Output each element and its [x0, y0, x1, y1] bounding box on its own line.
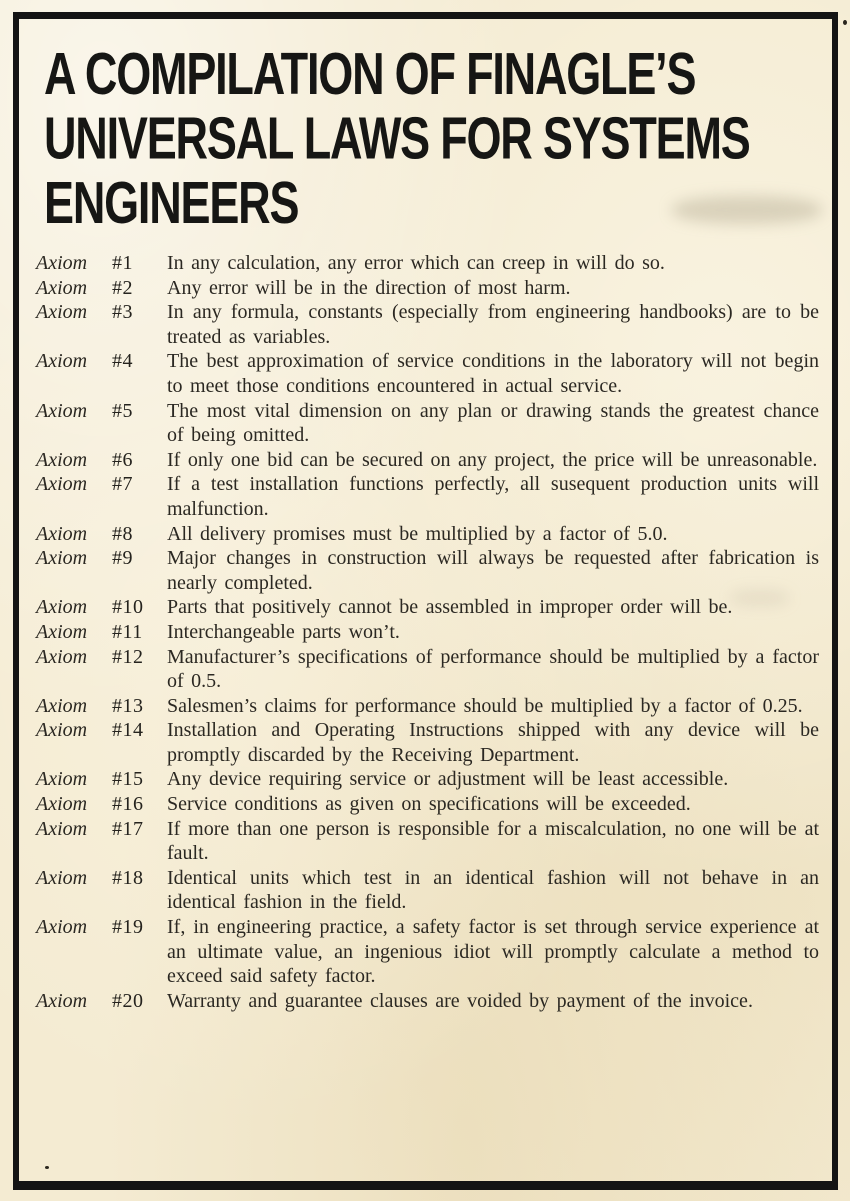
axiom-number: #7	[112, 473, 133, 496]
axiom-label: Axiom	[36, 547, 88, 570]
axiom-number: #14	[112, 719, 144, 742]
axiom-row	[36, 276, 820, 301]
axiom-row	[36, 300, 820, 349]
axiom-text: Interchangeable parts won’t.	[167, 620, 400, 643]
axiom-text: Major changes in construction will always be requested after fabrication is nearly completed.	[167, 547, 819, 594]
axiom-row	[36, 645, 820, 694]
axiom-number: #10	[112, 596, 144, 619]
axiom-row	[36, 472, 820, 521]
axiom-text: All delivery promises must be multiplied by a factor of 5.0.	[167, 522, 668, 545]
axiom-label: Axiom	[36, 522, 88, 545]
axiom-text: Warranty and guarantee clauses are voided by payment of the invoice.	[167, 989, 753, 1012]
axiom-text: Installation and Operating Instructions shipped with any device will be promptly discarded by the Receiving Department.	[167, 719, 819, 766]
axiom-label: Axiom	[36, 620, 88, 643]
axiom-row	[36, 817, 820, 866]
axiom-label: Axiom	[36, 596, 88, 619]
axiom-number: #1	[112, 252, 133, 274]
axiom-label: Axiom	[36, 719, 88, 742]
axiom-text: The best approximation of service conditions in the laboratory will not begin to meet those conditions encountered in actual service.	[167, 350, 819, 397]
page-title-line-2: UNIVERSAL LAWS FOR SYSTEMS	[44, 104, 750, 172]
page-title-line-1: A COMPILATION OF FINAGLE’S	[44, 39, 696, 107]
axiom-label: Axiom	[36, 916, 88, 939]
axiom-label: Axiom	[36, 694, 88, 717]
axiom-label: Axiom	[36, 350, 88, 373]
axiom-row	[36, 915, 820, 989]
axiom-number: #15	[112, 768, 144, 791]
axiom-text: In any formula, constants (especially from engineering handbooks) are to be treated as variables.	[167, 301, 819, 348]
axiom-row	[36, 349, 820, 398]
axiom-text: Identical units which test in an identical fashion will not behave in an identical fashion in the field.	[167, 866, 819, 914]
axiom-text: Any error will be in the direction of most harm.	[167, 276, 571, 299]
axiom-text: In any calculation, any error which can creep in will do so.	[167, 252, 665, 274]
axiom-label: Axiom	[36, 989, 88, 1012]
axiom-row	[36, 767, 820, 792]
axiom-text: If, in engineering practice, a safety factor is set through service experience at an ultimate value, an ingenious idiot will promptly calculate a method to exceed said safety factor.	[167, 916, 819, 988]
axiom-number: #16	[112, 793, 144, 816]
axiom-number: #5	[112, 399, 133, 422]
axiom-row	[36, 718, 820, 767]
axiom-label: Axiom	[36, 768, 88, 791]
axiom-number: #13	[112, 694, 144, 717]
paper-speck	[843, 20, 847, 25]
axiom-row	[36, 866, 820, 915]
axiom-label: Axiom	[36, 301, 88, 324]
axiom-label: Axiom	[36, 448, 88, 471]
axiom-text: Manufacturer’s specifications of performance should be multiplied by a factor of 0.5.	[167, 645, 819, 693]
axiom-number: #17	[112, 817, 144, 840]
axiom-number: #12	[112, 645, 144, 668]
axiom-text: If more than one person is responsible for a miscalculation, no one will be at fault.	[167, 817, 819, 865]
axiom-row	[36, 792, 820, 817]
page-title-line-3: ENGINEERS	[44, 169, 299, 237]
axiom-number: #18	[112, 866, 144, 889]
axiom-row	[36, 546, 820, 595]
axiom-number: #19	[112, 916, 144, 939]
document-border-frame	[13, 12, 838, 1190]
axiom-label: Axiom	[36, 817, 88, 840]
axiom-number: #11	[112, 620, 143, 643]
axiom-label: Axiom	[36, 866, 88, 889]
axiom-label: Axiom	[36, 793, 88, 816]
paper-speck	[45, 1166, 49, 1169]
axiom-row	[36, 522, 820, 547]
axiom-list	[27, 251, 824, 1013]
axiom-text: The most vital dimension on any plan or drawing stands the greatest chance of being omitted.	[167, 399, 819, 447]
axiom-row	[36, 251, 820, 276]
axiom-text: If a test installation functions perfectly, all susequent production units will malfunction.	[167, 473, 819, 520]
axiom-text: Salesmen’s claims for performance should be multiplied by a factor of 0.25.	[167, 694, 803, 717]
axiom-number: #9	[112, 547, 133, 570]
axiom-row	[36, 989, 820, 1014]
axiom-row	[36, 694, 820, 719]
axiom-number: #20	[112, 989, 144, 1012]
axiom-text: Any device requiring service or adjustment will be least accessible.	[167, 768, 729, 791]
axiom-label: Axiom	[36, 252, 88, 274]
axiom-label: Axiom	[36, 276, 88, 299]
axiom-label: Axiom	[36, 399, 88, 422]
axiom-number: #6	[112, 448, 133, 471]
axiom-text: If only one bid can be secured on any project, the price will be unreasonable.	[167, 448, 818, 471]
ink-bleed-smudge	[672, 196, 822, 224]
axiom-number: #2	[112, 276, 133, 299]
axiom-label: Axiom	[36, 645, 88, 668]
axiom-number: #8	[112, 522, 133, 545]
axiom-number: #3	[112, 301, 133, 324]
axiom-row	[36, 620, 820, 645]
axiom-text: Service conditions as given on specifications will be exceeded.	[167, 793, 691, 816]
axiom-row	[36, 399, 820, 448]
axiom-row	[36, 595, 820, 620]
ink-bleed-smudge	[730, 590, 790, 606]
axiom-label: Axiom	[36, 473, 88, 496]
axiom-text: Parts that positively cannot be assembled in improper order will be.	[167, 596, 733, 619]
axiom-number: #4	[112, 350, 133, 373]
axiom-row	[36, 448, 820, 473]
